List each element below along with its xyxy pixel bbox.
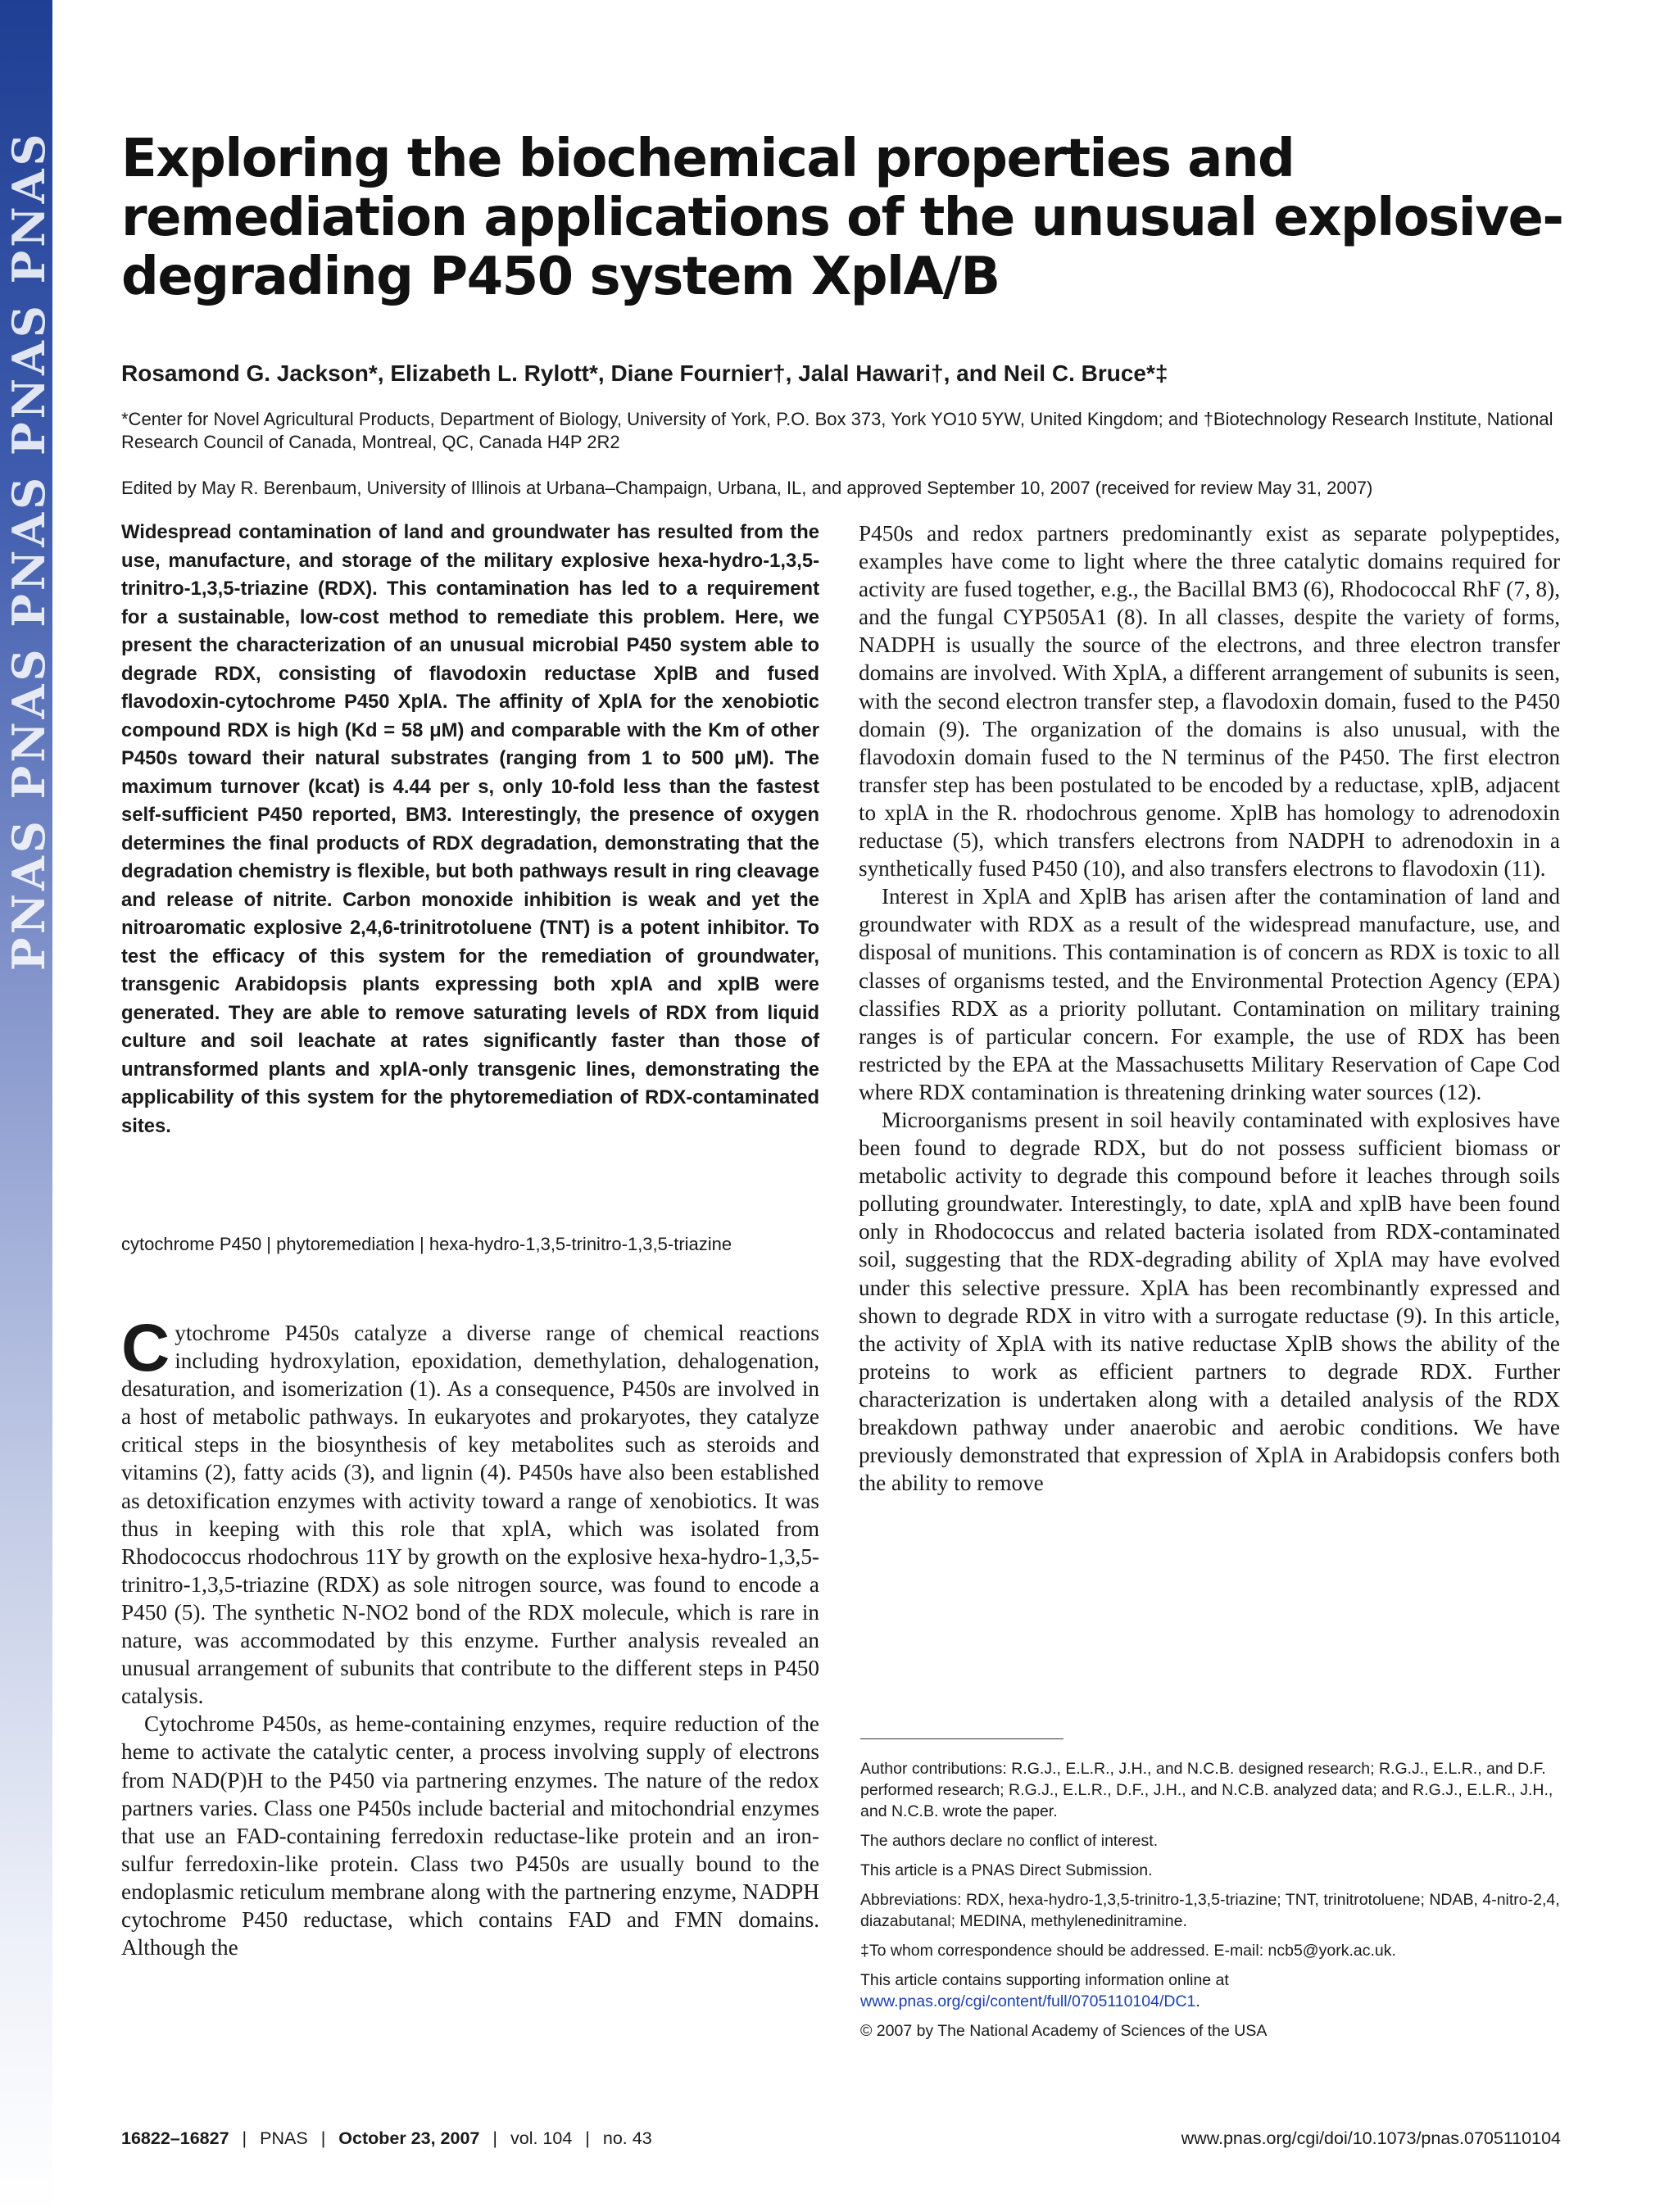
drop-cap: C [121,1311,170,1385]
supporting-suffix: . [1195,1992,1200,2010]
footnotes [860,1758,1565,2050]
author-list: Rosamond G. Jackson*, Elizabeth L. Rylott*, Diane Fournier†, Jalal Hawari†, and Neil C. Bruce*‡ [121,360,1168,386]
page-footer-citation [121,2128,652,2149]
footer-pages: 16822–16827 [121,2128,229,2148]
footnote-divider [860,1738,1063,1739]
body-paragraph: Cytochrome P450s, as heme-containing enzymes, require reduction of the heme to activate the catalytic center, a process involving supply of electrons from NAD(P)H to the P450 via partnering enzymes. The nature of the redox partners varies. Class one P450s include bacterial and mitochondrial enzymes that use an FAD-containing ferredoxin reductase-like protein and an iron-sulfur ferredoxin-like protein. Class two P450s are usually bound to the endoplasmic reticulum membrane along with the partnering enzyme, NADPH cytochrome P450 reductase, which contains FAD and FMN domains. Although the [121,1711,819,1960]
edited-by: Edited by May R. Berenbaum, University of Illinois at Urbana–Champaign, Urbana, IL, and approved September 10, 2007 (received for review May 31, 2007) [121,478,1373,498]
footnote-conflict: The authors declare no conflict of interest. [860,1832,1159,1850]
footnote-submission: This article is a PNAS Direct Submission. [860,1861,1153,1879]
affiliations: *Center for Novel Agricultural Products, Department of Biology, University of York, P.O. Box 373, York YO10 5YW, United Kingdom; and †Biotechnology Research Institute, National Research Council of Canada, Montreal, QC, Canada H4P 2R2 [121,409,1553,452]
footnote-copyright: © 2007 by The National Academy of Sciences of the USA [860,2022,1268,2040]
footnote-supporting [860,1969,1565,2012]
footnote-contributions: Author contributions: R.G.J., E.L.R., J.H., and N.C.B. designed research; R.G.J., E.L.R., and D.F. performed research; R.G.J., E.L.R., D.F., J.H., and N.C.B. analyzed data; and R.G.J., E.L.R., J.H., and N.C.B. wrote the paper. [860,1760,1553,1820]
article-title: Exploring the biochemical properties and remediation applications of the unusual explosive-degrading P450 system XplA/B [121,129,1563,307]
footnote-abbreviations: Abbreviations: RDX, hexa-hydro-1,3,5-trinitro-1,3,5-triazine; TNT, trinitrotoluene; NDAB, 4-nitro-2,4, diazabutanal; MEDINA, methylenedinitramine. [860,1891,1560,1930]
footer-issue: no. 43 [602,2128,652,2148]
supporting-prefix: This article contains supporting information online at [860,1971,1229,1989]
sidebar-watermark: PNAS PNAS PNAS PNAS PNAS [2,130,55,971]
body-column-left [121,1311,819,1961]
footnote-correspondence: ‡To whom correspondence should be addressed. E-mail: ncb5@york.ac.uk. [860,1942,1396,1960]
footer-date: October 23, 2007 [338,2128,480,2148]
keywords: cytochrome P450 | phytoremediation | hexa-hydro-1,3,5-trinitro-1,3,5-triazine [121,1234,732,1254]
footer-separator: | [585,2128,590,2148]
footer-separator: | [492,2128,497,2148]
intro-paragraph [121,1311,819,1710]
body-paragraph: P450s and redox partners predominantly exist as separate polypeptides, examples have come to light where the three catalytic domains required for activity are fused together, e.g., the Bacillal BM3 (6), Rhodococcal RhF (7, 8), and the fungal CYP505A1 (8). In all classes, despite the variety of forms, NADPH is usually the source of the electrons, and three electron transfer domains are involved. With XplA, a different arrangement of subunits is seen, with the second electron transfer step, a flavodoxin domain, fused to the P450 domain (9). The organization of the domains is also unusual, with the flavodoxin domain fused to the N terminus of the P450. The first electron transfer step has been postulated to be encoded by a reductase, xplB, adjacent to xplA in the R. rhodochrous genome. XplB has homology to adrenodoxin reductase (5), which transfers electrons from NADPH to adrenodoxin in a synthetically fused P450 (10), and also transfers electrons to flavodoxin (11). [859,521,1560,882]
footer-volume: vol. 104 [510,2128,573,2148]
body-column-right [859,519,1560,1497]
footer-separator: | [242,2128,247,2148]
footer-journal: PNAS [260,2128,308,2148]
intro-text: ytochrome P450s catalyze a diverse range of chemical reactions including hydroxylation, epoxidation, demethylation, dehalogenation, desaturation, and isomerization (1). As a consequence, P450s are involved in a host of metabolic pathways. In eukaryotes and prokaryotes, they catalyze critical steps in the biosynthesis of key metabolites such as steroids and vitamins (2), fatty acids (3), and lignin (4). P450s have also been established as detoxification enzymes with activity toward a range of xenobiotics. It was thus in keeping with this role that xplA, which was isolated from Rhodococcus rhodochrous 11Y by growth on the explosive hexa-hydro-1,3,5-trinitro-1,3,5-triazine (RDX) as sole nitrogen source, was found to encode a P450 (5). The synthetic N-NO2 bond of the RDX molecule, which is rare in nature, was accommodated by this enzyme. Further analysis revealed an unusual arrangement of subunits that contribute to the different steps in P450 catalysis. [121,1321,819,1709]
supporting-info-link[interactable]: www.pnas.org/cgi/content/full/0705110104/DC1 [860,1992,1196,2010]
journal-sidebar [0,0,55,2212]
footer-doi-link[interactable]: www.pnas.org/cgi/doi/10.1073/pnas.0705110104 [1181,2128,1561,2148]
body-paragraph: Microorganisms present in soil heavily contaminated with explosives have been found to degrade RDX, but do not possess sufficient biomass or metabolic activity to degrade this compound before it leaches through soils polluting groundwater. Interestingly, to date, xplA and xplB have been found only in Rhodococcus and related bacteria isolated from RDX-contaminated soil, suggesting that the RDX-degrading ability of XplA may have evolved under this selective pressure. XplA has been recombinantly expressed and shown to degrade RDX in vitro with a surrogate reductase (9). In this article, the activity of XplA with its native reductase XplB shows the ability of the proteins to work as efficient partners to degrade RDX. Further characterization is undertaken along with a detailed analysis of the RDX breakdown pathway under anaerobic and aerobic conditions. We have previously demonstrated that expression of XplA in Arabidopsis confers both the ability to remove [859,1107,1560,1496]
abstract: Widespread contamination of land and groundwater has resulted from the use, manufacture, and storage of the military explosive hexa-hydro-1,3,5-trinitro-1,3,5-triazine (RDX). This contamination has led to a requirement for a sustainable, low-cost method to remediate this problem. Here, we present the characterization of an unusual microbial P450 system able to degrade RDX, consisting of flavodoxin reductase XplB and fused flavodoxin-cytochrome P450 XplA. The affinity of XplA for the xenobiotic compound RDX is high (Kd = 58 μM) and comparable with the Km of other P450s toward their natural substrates (ranging from 1 to 500 μM). The maximum turnover (kcat) is 4.44 per s, only 10-fold less than the fastest self-sufficient P450 reported, BM3. Interestingly, the presence of oxygen determines the final products of RDX degradation, demonstrating that the degradation chemistry is flexible, but both pathways result in ring cleavage and release of nitrite. Carbon monoxide inhibition is weak and yet the nitroaromatic explosive 2,4,6-trinitrotoluene (TNT) is a potent inhibitor. To test the efficacy of this system for the remediation of groundwater, transgenic Arabidopsis plants expressing both xplA and xplB were generated. They are able to remove saturating levels of RDX from liquid culture and soil leachate at rates significantly faster than those of untransformed plants and xplA-only transgenic lines, demonstrating the applicability of this system for the phytoremediation of RDX-contaminated sites. [121,521,819,1137]
body-paragraph: Interest in XplA and XplB has arisen after the contamination of land and groundwater with RDX as a result of the widespread manufacture, use, and disposal of munitions. This contamination is of concern as RDX is toxic to all classes of organisms tested, and the Environmental Protection Agency (EPA) classifies RDX as a priority pollutant. Contamination on military training ranges is of particular concern. For example, the use of RDX has been restricted by the EPA at the Massachusetts Military Reservation of Cape Cod where RDX contamination is threatening drinking water sources (12). [859,884,1560,1104]
footer-separator: | [320,2128,326,2148]
